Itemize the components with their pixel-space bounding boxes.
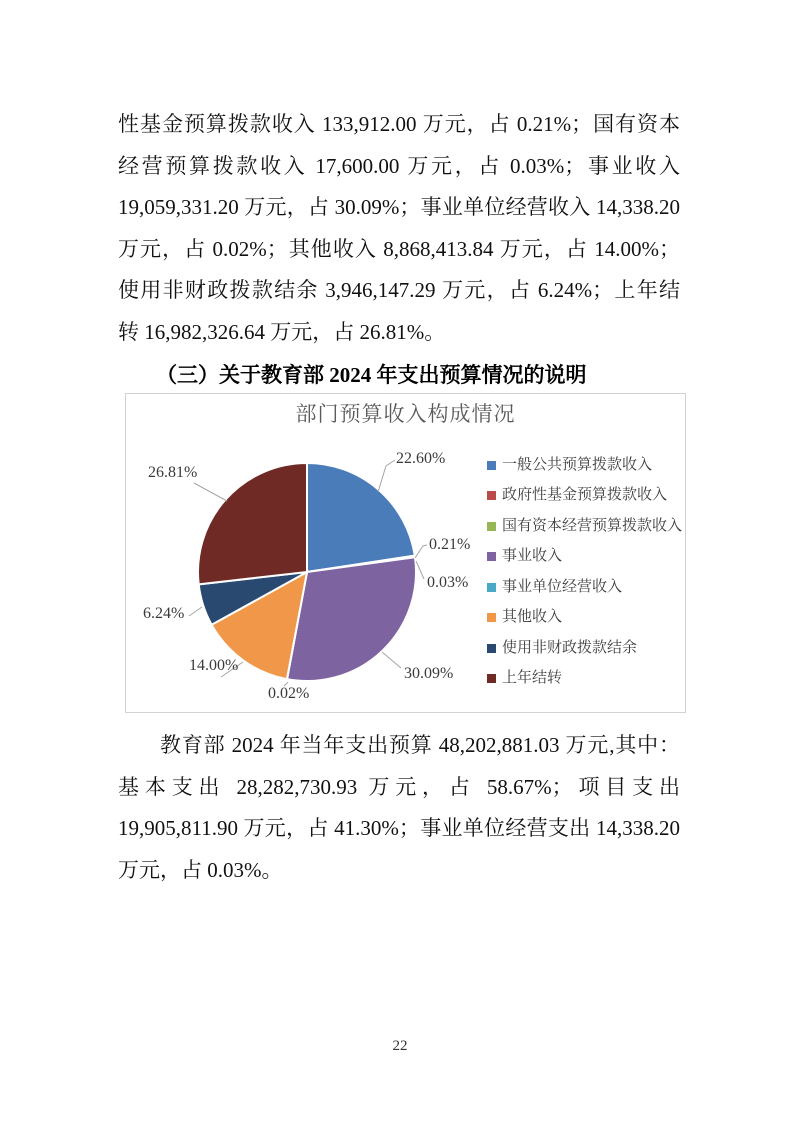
legend-swatch bbox=[487, 583, 496, 592]
legend-label: 上年结转 bbox=[502, 670, 563, 687]
legend-item bbox=[487, 572, 685, 603]
pie-data-label: 14.00% bbox=[189, 657, 239, 674]
text-line: 万元，占 0.02%；其他收入 8,868,413.84 万元，占 14.00%； bbox=[118, 236, 680, 261]
legend-item bbox=[487, 664, 685, 695]
text-line: 经营预算拨款收入 17,600.00 万元，占 0.03%；事业收入 bbox=[118, 153, 680, 178]
legend-item bbox=[487, 511, 685, 542]
section-heading: （三）关于教育部 2024 年支出预算情况的说明 bbox=[156, 363, 587, 387]
text-line: 使用非财政拨款结余 3,946,147.29 万元，占 6.24%；上年结 bbox=[118, 278, 680, 302]
legend-label: 使用非财政拨款结余 bbox=[502, 639, 638, 656]
legend-label: 事业单位经营收入 bbox=[502, 578, 623, 595]
leader-line-3 bbox=[382, 652, 401, 668]
text-line: 基本支出 28,282,730.93 万元，占 58.67%；项目支出 bbox=[118, 774, 680, 799]
text-line: 教育部 2024 年当年支出预算 48,202,881.03 万元,其中： bbox=[160, 733, 680, 757]
legend-label: 其他收入 bbox=[502, 609, 563, 626]
pie-slice-7 bbox=[198, 463, 307, 584]
leader-line-2 bbox=[416, 561, 424, 579]
paragraph-income-breakdown bbox=[118, 104, 680, 353]
pie-data-label: 0.02% bbox=[268, 685, 310, 702]
legend-swatch bbox=[487, 674, 496, 683]
legend-swatch bbox=[487, 491, 496, 500]
leader-line-1 bbox=[415, 545, 427, 558]
text-line: 转 16,982,326.64 万元，占 26.81%。 bbox=[118, 319, 446, 344]
legend-swatch bbox=[487, 461, 496, 470]
legend-label: 国有资本经营预算拨款收入 bbox=[502, 517, 683, 534]
legend-item bbox=[487, 542, 685, 573]
pie-slice-0 bbox=[307, 463, 415, 572]
pie-data-label: 22.60% bbox=[396, 450, 446, 467]
legend-swatch bbox=[487, 613, 496, 622]
page-number: 22 bbox=[392, 1038, 408, 1054]
legend-swatch bbox=[487, 552, 496, 561]
text-line: 19,905,811.90 万元，占 41.30%；事业单位经营支出 14,338.20 bbox=[118, 816, 680, 840]
pie-data-label: 30.09% bbox=[404, 665, 454, 682]
chart-title: 部门预算收入构成情况 bbox=[295, 403, 516, 426]
text-line: 万元，占 0.03%。 bbox=[118, 857, 283, 882]
legend-swatch bbox=[487, 522, 496, 531]
leader-line-0 bbox=[378, 460, 395, 492]
pie-data-label: 6.24% bbox=[143, 605, 185, 622]
leader-line-7 bbox=[194, 483, 227, 501]
pie-data-label: 26.81% bbox=[148, 464, 198, 481]
legend-item bbox=[487, 603, 685, 634]
legend-label: 一般公共预算拨款收入 bbox=[502, 456, 653, 473]
legend-item bbox=[487, 481, 685, 512]
legend-label: 事业收入 bbox=[502, 548, 563, 565]
legend-item bbox=[487, 450, 685, 481]
legend-swatch bbox=[487, 644, 496, 653]
paragraph-expenditure bbox=[118, 725, 680, 891]
legend-label: 政府性基金预算拨款收入 bbox=[502, 487, 668, 504]
pie-data-label: 0.21% bbox=[429, 536, 471, 553]
pie-data-label: 0.03% bbox=[427, 574, 469, 591]
legend-item bbox=[487, 633, 685, 664]
chart-legend bbox=[487, 450, 685, 694]
text-line: 性基金预算拨款收入 133,912.00 万元，占 0.21%；国有资本 bbox=[118, 112, 680, 136]
text-line: 19,059,331.20 万元，占 30.09%；事业单位经营收入 14,338.20 bbox=[118, 195, 680, 219]
income-composition-pie-chart bbox=[125, 393, 686, 713]
leader-line-6 bbox=[189, 607, 202, 616]
